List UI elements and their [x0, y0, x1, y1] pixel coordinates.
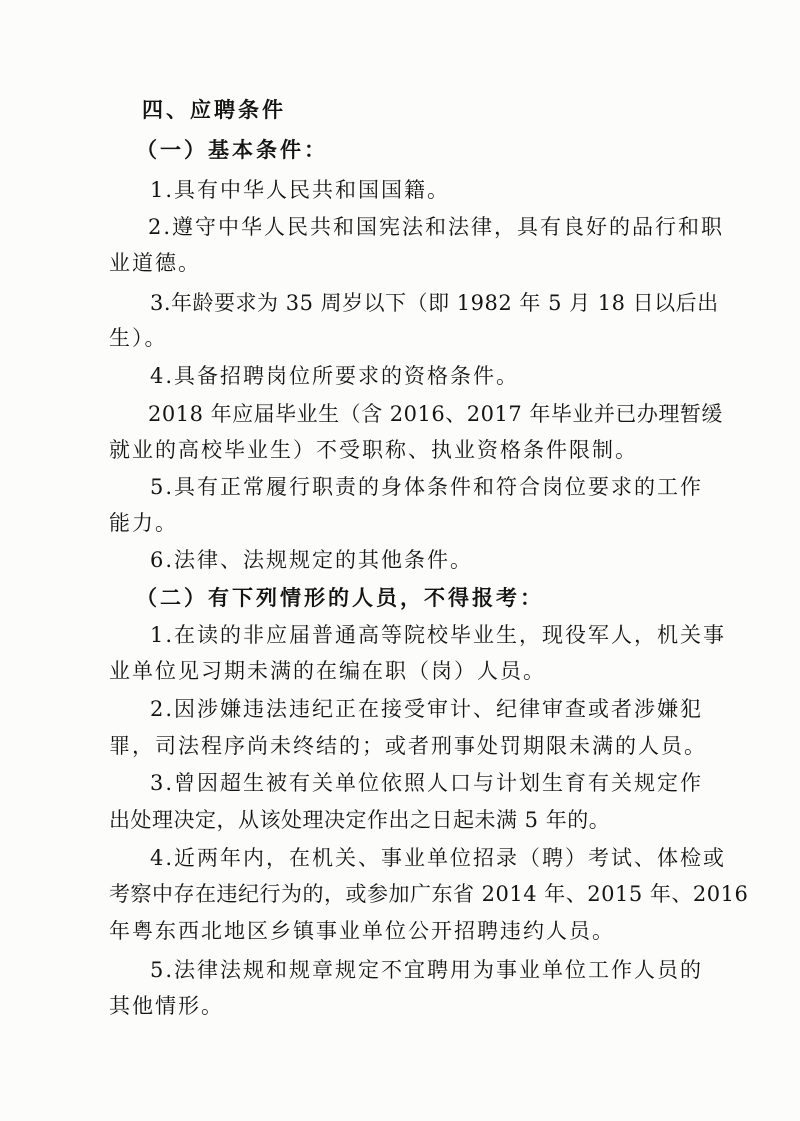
excluded-item-3-line-2: 出处理决定，从该处理决定作出之日起未满 5 年的。 [109, 808, 611, 832]
basic-item-4: 4.具备招聘岗位所要求的资格条件。 [150, 364, 520, 388]
basic-note-line-2: 就业的高校毕业生）不受职称、执业资格条件限制。 [109, 438, 638, 462]
excluded-item-5-line-2: 其他情形。 [109, 994, 224, 1018]
excluded-item-4-line-2: 考察中存在违纪行为的，或参加广东省 2014 年、2015 年、2016 [109, 882, 749, 906]
basic-note-line-1: 2018 年应届毕业生（含 2016、2017 年毕业并已办理暂缓 [148, 402, 723, 426]
basic-item-2-line-1: 2.遵守中华人民共和国宪法和法律，具有良好的品行和职 [148, 215, 725, 239]
excluded-item-3-line-1: 3.曾因超生被有关单位依照人口与计划生育有关规定作 [150, 771, 704, 795]
excluded-heading: （二）有下列情形的人员，不得报考： [136, 586, 544, 610]
excluded-item-1-line-2: 业单位见习期未满的在编在职（岗）人员。 [109, 659, 546, 683]
excluded-item-2-line-2: 罪，司法程序尚未终结的；或者刑事处罚期限未满的人员。 [109, 734, 707, 758]
excluded-item-2-line-1: 2.因涉嫌违法违纪正在接受审计、纪律审查或者涉嫌犯 [150, 697, 704, 721]
basic-item-5-line-1: 5.具有正常履行职责的身体条件和符合岗位要求的工作 [150, 475, 704, 499]
basic-item-5-line-2: 能力。 [109, 511, 178, 535]
excluded-item-5-line-1: 5.法律法规和规章规定不宜聘用为事业单位工作人员的 [150, 958, 704, 982]
basic-item-2-line-2: 业道德。 [109, 251, 201, 275]
basic-conditions-heading: （一）基本条件： [136, 138, 328, 162]
basic-item-1: 1.具有中华人民共和国国籍。 [150, 178, 451, 202]
basic-item-3-line-2: 生）。 [109, 326, 168, 350]
excluded-item-4-line-1: 4.近两年内，在机关、事业单位招录（聘）考试、体检或 [150, 846, 727, 870]
basic-item-3-line-1: 3.年龄要求为 35 周岁以下（即 1982 年 5 月 18 日以后出 [150, 291, 719, 315]
basic-item-6: 6.法律、法规规定的其他条件。 [150, 548, 474, 572]
excluded-item-4-line-3: 年粤东西北地区乡镇事业单位公开招聘违约人员。 [109, 919, 615, 943]
excluded-item-1-line-1: 1.在读的非应届普通高等院校毕业生，现役军人，机关事 [150, 623, 727, 647]
section-heading: 四、应聘条件 [142, 98, 286, 122]
